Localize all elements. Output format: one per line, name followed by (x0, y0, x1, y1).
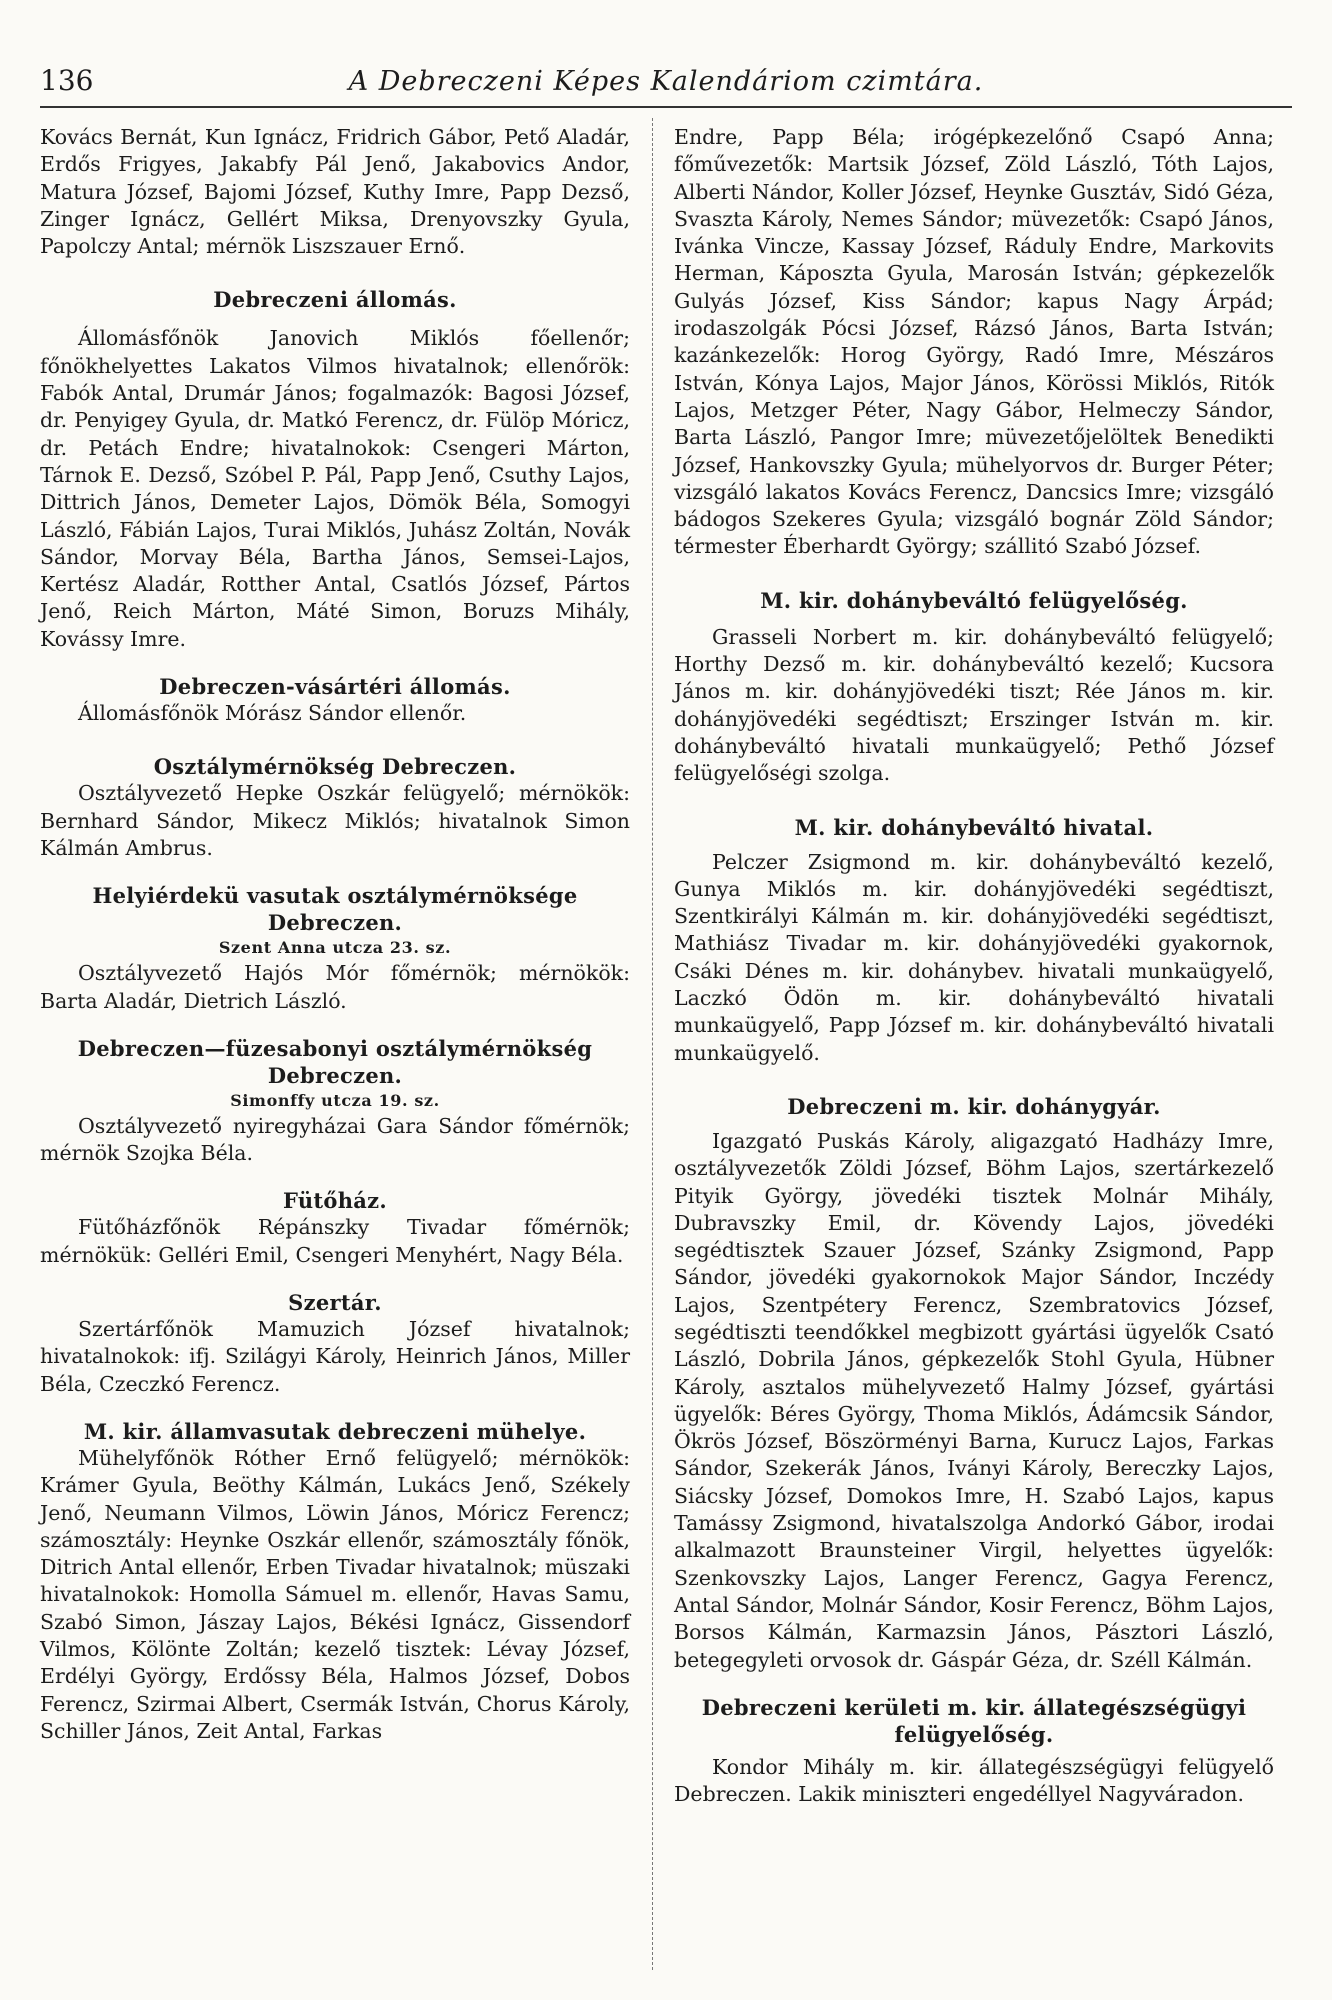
address-line: Simonffy utcza 19. sz. (230, 1090, 440, 1110)
right-column (674, 124, 1274, 1808)
section-heading: M. kir. államvasutak debreczeni mühelye. (83, 1418, 587, 1444)
paragraph: Kondor Mihály m. kir. állategészségügyi felügyelő Debreczen. Lakik miniszteri engedéllyel Nagyváradon. (674, 1754, 1274, 1807)
section-heading: Debreczeni m. kir. dohánygyár. (787, 1093, 1161, 1119)
section-heading: Debreczen. (267, 910, 403, 936)
section-heading: Fütőház. (282, 1188, 388, 1214)
section-heading: Osztálymérnökség Debreczen. (153, 754, 517, 780)
section-heading: Helyiérdekü vasutak osztálymérnöksége (92, 883, 578, 909)
section-heading: Debreczeni kerületi m. kir. állategészségügyi (701, 1694, 1247, 1720)
column-divider (652, 118, 653, 1970)
paragraph: Szertárfőnök Mamuzich József hivatalnok; hivatalnokok: ifj. Szilágyi Károly, Heinrich János, Miller Béla, Czeczkó Ferencz. (40, 1317, 630, 1396)
page-number: 136 (40, 64, 94, 97)
address-line: Szent Anna utcza 23. sz. (218, 938, 452, 958)
paragraph: Fütőházfőnök Répánszky Tivadar főmérnök; mérnökük: Gelléri Emil, Csengeri Menyhért, Nagy Béla. (40, 1215, 630, 1267)
left-column (40, 124, 630, 1745)
section-heading: Debreczen. (267, 1062, 403, 1088)
paragraph: Grasseli Norbert m. kir. dohánybeváltó felügyelő; Horthy Dezső m. kir. dohánybeváltó kezelő; Kucsora János m. kir. dohányjövedéki tiszt; Rée János m. kir. dohányjövedéki segédtiszt; Erszinger István m. kir. dohánybeváltó hivatali munkaügyelő; Pethő József felügyelőségi szolga. (674, 624, 1274, 786)
paragraph: Kovács Bernát, Kun Ignácz, Fridrich Gábor, Pető Aladár, Erdős Frigyes, Jakabfy Pál Jenő, Jakabovics Andor, Matura József, Bajomi József, Kuthy Imre, Papp Dezső, Zinger Ignácz, Gellért Miksa, Drenyovszky Gyula, Papolczy Antal; mérnök Liszszauer Ernő. (40, 125, 630, 259)
section-heading: Debreczeni állomás. (213, 287, 457, 313)
paragraph: Osztályvezető Hajós Mór főmérnök; mérnökök: Barta Aladár, Dietrich László. (40, 961, 630, 1013)
section-heading: Debreczen—füzesabonyi osztálymérnökség (77, 1035, 593, 1061)
header-rule (40, 106, 1292, 108)
running-head: A Debreczeni Képes Kalendáriom czimtára. (348, 66, 984, 97)
paragraph: Osztályvezető Hepke Oszkár felügyelő; mérnökök: Bernhard Sándor, Mikecz Miklós; hivatalnok Simon Kálmán Ambrus. (40, 781, 630, 860)
section-heading: Szertár. (288, 1290, 382, 1316)
paragraph: Endre, Papp Béla; irógépkezelőnő Csapó Anna; főművezetők: Martsik József, Zöld László, Tóth Lajos, Alberti Nándor, Koller József, Heynke Gusztáv, Sidó Géza, Svaszta Károly, Nemes Sándor; müvezetők: Csapó János, Ivánka Vincze, Kassay József, Ráduly Endre, Markovits Herman, Káposzta Gyula, Marosán István; gépkezelők Gulyás József, Kiss Sándor; kapus Nagy Árpád; irodaszolgák Pócsi József, Rázsó János, Barta István; kazánkezelők: Horog György, Radó Imre, Mészáros István, Kónya Lajos, Major János, Körössi Miklós, Ritók Lajos, Metzger Péter, Nagy Gábor, Helmeczy Sándor, Barta László, Pangor Imre; müvezetőjelöltek Benedikti József, Hankovszky Gyula; mühelyorvos dr. Burger Péter; vizsgáló lakatos Kovács Ferencz, Dancsics Imre; vizsgáló bádogos Szekeres Gyula; vizsgáló bognár Zöld Sándor; térmester Éberhardt György; szállitó Szabó József. (674, 125, 1274, 559)
paragraph: Mühelyfőnök Róther Ernő felügyelő; mérnökök: Krámer Gyula, Beöthy Kálmán, Lukács Jenő, Székely Jenő, Neumann Vilmos, Löwin János, Móricz Ferencz; számosztály: Heynke Oszkár ellenőr, számosztály főnök, Ditrich Antal ellenőr, Erben Tivadar hivatalnok; müszaki hivatalnokok: Homolla Sámuel m. ellenőr, Havas Samu, Szabó Simon, Jászay Lajos, Békési Ignácz, Gissendorf Vilmos, Kölönte Zoltán; kezelő tisztek: Lévay József, Erdélyi György, Erdőssy Béla, Halmos József, Dobos Ferencz, Szirmai Albert, Csermák István, Chorus Károly, Schiller János, Zeit Antal, Farkas (40, 1445, 630, 1743)
paragraph: Állomásfőnök Janovich Miklós főellenőr; főnökhelyettes Lakatos Vilmos hivatalnok; ellenőrök: Fabók Antal, Drumár János; fogalmazók: Bagosi József, dr. Penyigey Gyula, dr. Matkó Ferencz, dr. Fülöp Móricz, dr. Petách Endre; hivatalnokok: Csengeri Márton, Tárnok E. Dezső, Szóbel P. Pál, Papp Jenő, Csuthy Lajos, Dittrich János, Demeter Lajos, Dömök Béla, Somogyi László, Fábián Lajos, Turai Miklós, Juhász Zoltán, Novák Sándor, Morvay Béla, Bartha János, Semsei-Lajos, Kertész Aladár, Rotther Antal, Csatlós József, Pártos Jenő, Reich Márton, Máté Simon, Boruzs Mihály, Kovássy Imre. (40, 326, 630, 651)
section-heading: Debreczen-vásártéri állomás. (159, 674, 511, 700)
paragraph: Állomásfőnök Mórász Sándor ellenőr. (78, 701, 467, 726)
paragraph: Osztályvezető nyiregyházai Gara Sándor főmérnök; mérnök Szojka Béla. (40, 1113, 630, 1166)
paragraph: Igazgató Puskás Károly, aligazgató Hadházy Imre, osztályvezetők Zöldi József, Böhm Lajos, szertárkezelő Pityik György, jövedéki tisztek Molnár Mihály, Dubravszky Emil, dr. Kövendy Lajos, jövedéki segédtisztek Szauer József, Szánky Zsigmond, Papp Sándor, jövedéki gyakornokok Major Sándor, Inczédy Lajos, Szentpétery Ferencz, Szembratovics József, segédtiszti teendőkkel megbizott gyártási ügyelők Csató László, Dobrila János, gépkezelők Stohl Gyula, Hübner Károly, asztalos mühelyvezető Halmy József, gyártási ügyelők: Béres György, Thoma Miklós, Ádámcsik Sándor, Ökrös József, Böszörményi Barna, Kurucz Lajos, Farkas Sándor, Szekerák János, Iványi Károly, Bereczky Lajos, Siácsky József, Domokos Imre, H. Szabó Lajos, kapus Tamássy Zsigmond, hivatalszolga Andorkó Gábor, irodai alkalmazott Braunsteiner Virgil, helyettes ügyelők: Szenkovszky Lajos, Langer Ferencz, Gagya Ferencz, Antal Sándor, Molnár Sándor, Kosir Ferencz, Böhm Lajos, Borsos Kálmán, Karmazsin János, Pásztori László, betegegyleti orvosok dr. Gáspár Géza, dr. Széll Kálmán. (674, 1128, 1274, 1672)
section-heading: M. kir. dohánybeváltó hivatal. (794, 814, 1154, 840)
section-heading: M. kir. dohánybeváltó felügyelőség. (760, 587, 1188, 613)
section-heading: felügyelőség. (894, 1721, 1054, 1747)
paragraph: Pelczer Zsigmond m. kir. dohánybeváltó kezelő, Gunya Miklós m. kir. dohányjövedéki segédtiszt, Szentkirályi Kálmán m. kir. dohányjövedéki segédtiszt, Mathiász Tivadar m. kir. dohányjövedéki gyakornok, Csáki Dénes m. kir. dohánybev. hivatali munkaügyelő, Laczkó Ödön m. kir. dohánybeváltó hivatali munkaügyelő, Papp József m. kir. dohánybeváltó hivatali munkaügyelő. (674, 849, 1274, 1065)
